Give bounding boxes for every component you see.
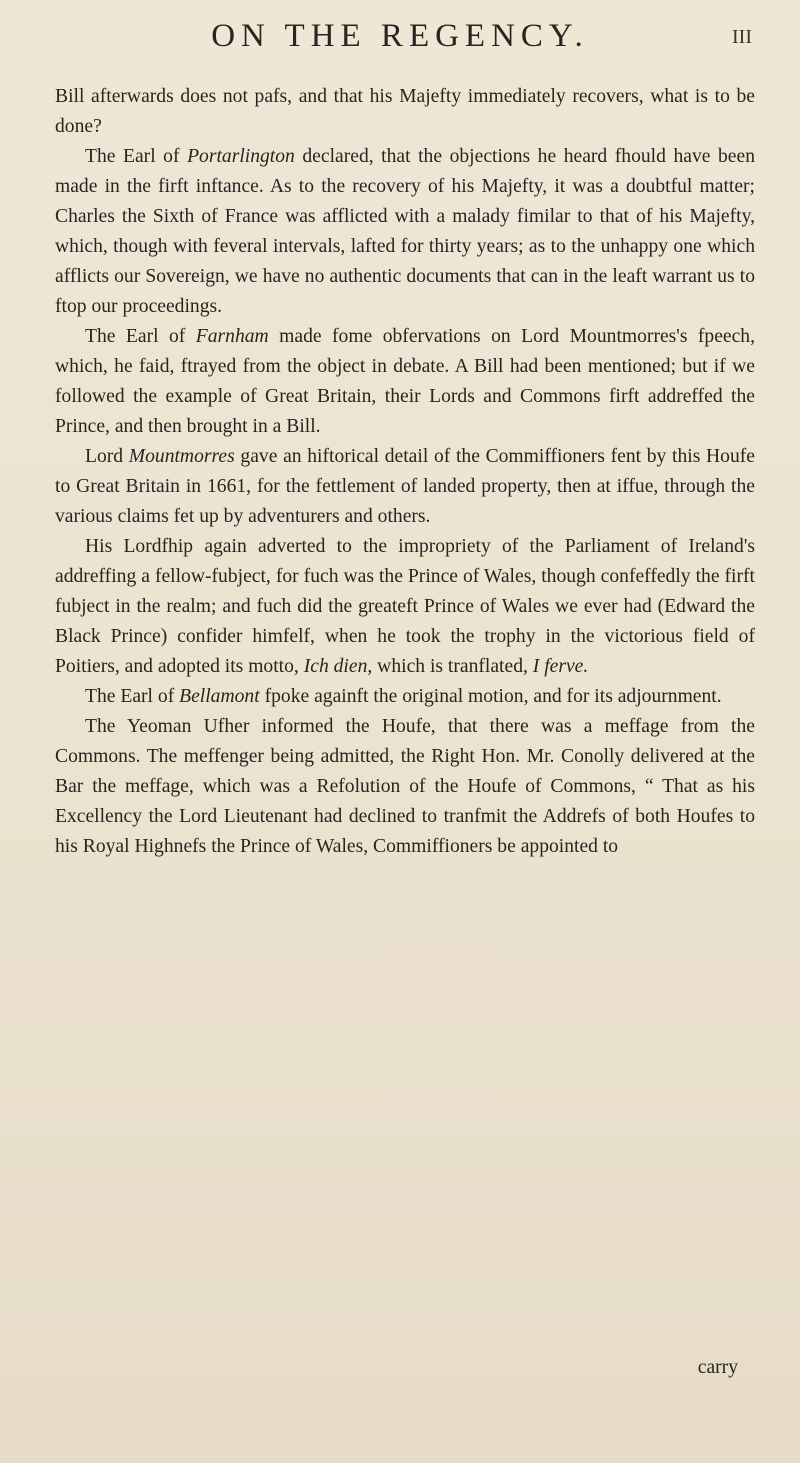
paragraph [55, 532, 755, 682]
text-run: The Earl of [85, 326, 196, 347]
running-head: ON THE REGENCY. [211, 18, 589, 54]
paragraph [55, 442, 755, 532]
text-run: made fome obfervations on Lord Mountmorres's fpeech, which, he faid, ftrayed from the object in debate. A Bill had been mentioned; but if we followed the example of Great Britain, their Lords and Commons firft addreffed the Prince, and then brought in a Bill. [55, 326, 755, 437]
paragraph [55, 712, 755, 862]
text-run: The Yeoman Ufher informed the Houfe, that there was a meffage from the Commons. The meffenger being admitted, the Right Hon. Mr. Conolly delivered at the Bar the meffage, which was a Refolution of the Houfe of Commons, “ That as his Excellency the Lord Lieutenant had declined to tranfmit the Addrefs of both Houfes to his Royal Highnefs the Prince of Wales, Commiffioners be appointed to [55, 716, 755, 857]
italic-text: Ich dien [303, 656, 368, 677]
paragraph [55, 142, 755, 322]
text-run: The Earl of [85, 146, 188, 167]
text-run: fpoke againft the original motion, and for its adjournment. [259, 686, 722, 707]
paragraph [55, 322, 755, 442]
italic-text: I ferve. [532, 656, 589, 677]
text-run: gave an hiftorical detail of the Commiffioners fent by this Houfe to Great Britain in 1661, for the fettlement of landed property, then at iffue, through the various claims fet up by adventurers and others. [55, 446, 755, 527]
italic-text: Portarlington [187, 146, 295, 167]
paragraph [55, 682, 755, 712]
italic-text: Farnham [195, 326, 269, 347]
body-text [55, 82, 755, 862]
italic-text: Mountmorres [128, 446, 235, 467]
text-run: Lord [85, 446, 129, 467]
italic-text: Bellamont [179, 686, 260, 707]
page-number: III [732, 26, 752, 48]
text-run: His Lordfhip again adverted to the impropriety of the Parliament of Ireland's addreffing a fellow-fubject, for fuch was the Prince of Wales, though confeffedly the firft fubject in the realm; and fuch did the greateft Prince of Wales we ever had (Edward the Black Prince) confider himfelf, when he took the trophy in the victorious field of Poitiers, and adopted its motto, [55, 536, 755, 677]
paragraph [55, 82, 755, 142]
text-run: , which is tranflated, [367, 656, 533, 677]
catchword: carry [697, 1357, 738, 1378]
text-run: The Earl of [85, 686, 180, 707]
text-run: Bill afterwards does not pafs, and that his Majefty immediately recovers, what is to be done? [55, 86, 755, 137]
text-run: declared, that the objections he heard fhould have been made in the firft inftance. As to the recovery of his Majefty, it was a doubtful matter; Charles the Sixth of France was afflicted with a malady fimilar to that of his Majefty, which, though with feveral intervals, lafted for thirty years; as to the unhappy one which afflicts our Sovereign, we have no authentic documents that can in the leaft warrant us to ftop our proceedings. [55, 146, 755, 317]
